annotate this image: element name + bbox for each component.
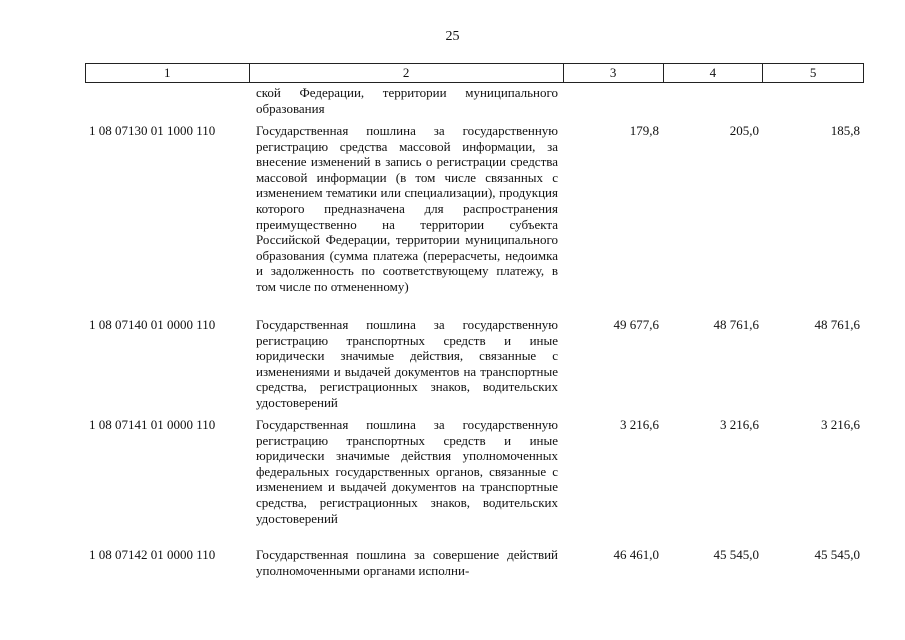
budget-code: 1 08 07130 01 1000 110 bbox=[89, 123, 216, 138]
value-col3: 49 677,6 bbox=[613, 317, 659, 332]
value-col4: 3 216,6 bbox=[720, 417, 759, 432]
budget-code: 1 08 07142 01 0000 110 bbox=[89, 547, 216, 562]
value-col3: 46 461,0 bbox=[613, 547, 659, 562]
value-col4: 48 761,6 bbox=[713, 317, 759, 332]
row-description: Государственная пошлина за государственную регистрацию транспортных средств и иные юридически значимые действия, связанные с изменениями и выдачей документов на транспортные средства, регистрационных знаков, водительских удостоверений bbox=[256, 317, 558, 410]
column-header-4: 4 bbox=[664, 64, 764, 82]
value-col4: 205,0 bbox=[729, 123, 759, 138]
continued-description: ской Федерации, территории муниципального образования bbox=[256, 85, 558, 116]
value-col4: 45 545,0 bbox=[713, 547, 759, 562]
column-header-3: 3 bbox=[564, 64, 664, 82]
table-header bbox=[85, 63, 864, 83]
value-col5: 185,8 bbox=[830, 123, 860, 138]
value-col3: 179,8 bbox=[629, 123, 659, 138]
row-description: Государственная пошлина за государственную регистрацию транспортных средств и иные юридически значимые действия уполномоченных федеральных государственных органов, связанные с изменением и выдачей документов на транспортные средства, регистрационных знаков, водительских удостоверений bbox=[256, 417, 558, 526]
value-col3: 3 216,6 bbox=[620, 417, 659, 432]
value-col5: 48 761,6 bbox=[814, 317, 860, 332]
page-number: 25 bbox=[445, 29, 460, 44]
column-header-2: 2 bbox=[250, 64, 564, 82]
value-col5: 45 545,0 bbox=[814, 547, 860, 562]
column-header-1: 1 bbox=[86, 64, 250, 82]
budget-code: 1 08 07140 01 0000 110 bbox=[89, 317, 216, 332]
column-header-5: 5 bbox=[809, 65, 817, 80]
budget-code: 1 08 07141 01 0000 110 bbox=[89, 417, 216, 432]
value-col5: 3 216,6 bbox=[821, 417, 860, 432]
row-description: Государственная пошлина за совершение действий уполномоченными органами исполни- bbox=[256, 547, 558, 578]
row-description: Государственная пошлина за государственную регистрацию средства массовой информации, за внесение изменений в запись о регистрации средства массовой информации (в том числе связанных с изменением тематики или специализации), продукция которого предназначена для распространения преимущественно на территории субъекта Российской Федерации, территории муниципального образования (сумма платежа (перерасчеты, недоимка и задолженность по соответствующему платежу, в том числе по отмененному) bbox=[256, 123, 558, 294]
